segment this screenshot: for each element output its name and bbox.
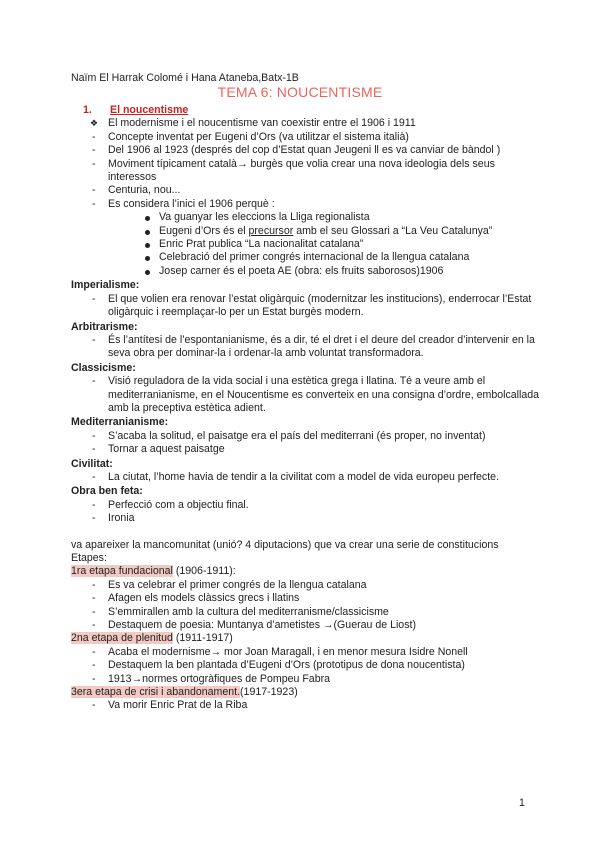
diamond-bullet-icon: ❖ — [90, 118, 99, 129]
list-item: - Va morir Enric Prat de la Riba — [71, 699, 541, 712]
concept-heading: Classicisme: — [71, 361, 136, 374]
list-item: - Concepte inventat per Eugeni d’Ors (va utilitzar el sistema italià) — [71, 131, 541, 144]
star-item: ❖ El modernisme i el noucentisme van coexistir entre el 1906 i 1911 — [90, 117, 416, 130]
etapa-heading: 2na etapa de plenitud (1911-1917) — [71, 632, 233, 645]
concept-heading: Obra ben feta: — [71, 485, 143, 498]
highlighted-etapa: 2na etapa de plenitud — [71, 632, 173, 645]
list-item: - S’emmirallen amb la cultura del mediterranisme/classicisme — [71, 606, 541, 619]
highlighted-etapa: 3era etapa de crisi i abandonament. — [71, 686, 241, 699]
bullet-item: Celebració del primer congrés internacional de la llengua catalana — [71, 251, 541, 264]
bullet-item: Va guanyar les eleccions la Lliga regionalista — [71, 211, 541, 224]
concept-text: - És l’antítesi de l’espontanianisme, és a dir, té el dret i el deure del creador d’intervenir en la seva obra per dominar-la i ordenar-la amb voluntat transformadora. — [71, 334, 541, 361]
concept-text: - La ciutat, l’home havia de tendir a la civilitat com a model de vida europeu perfecte. — [71, 471, 541, 484]
etapes-label: Etapes: — [71, 552, 107, 564]
underlined-word: precursor — [248, 224, 294, 237]
concept-heading: Civilitat: — [71, 457, 113, 470]
document-title: TEMA 6: NOUCENTISME — [217, 84, 383, 100]
bullet-item: Josep carner és el poeta AE (obra: els fruits saborosos)1906 — [71, 265, 541, 278]
etapa-heading: 3era etapa de crisi i abandonament.(1917-1923) — [71, 686, 298, 699]
concept-heading: Mediterranianisme: — [71, 416, 169, 429]
page-number: 1 — [519, 797, 525, 809]
list-item: - Afagen els models clàssics grecs i llatins — [71, 592, 541, 605]
list-item: - Destaquem la ben plantada d’Eugeni d’Ors (prototipus de dona noucentista) — [71, 659, 541, 672]
highlighted-etapa: 1ra etapa fundacional — [71, 565, 173, 578]
list-item: - Del 1906 al 1923 (després del cop d’Estat quan Jeugeni ll es va canviar de bàndol ) — [71, 144, 541, 157]
list-item: - Perfecció com a objectiu final. — [71, 499, 541, 512]
etapa-heading: 1ra etapa fundacional (1906-1911): — [71, 565, 236, 578]
concept-heading: Arbitrarisme: — [71, 320, 138, 333]
section-heading — [71, 104, 541, 117]
list-item: - Tornar a aquest paisatge — [71, 443, 541, 456]
concept-heading: Imperialisme: — [71, 279, 140, 292]
author-line: Naïm El Harrak Colomé i Hana Ataneba,Batx-1B — [71, 72, 299, 84]
list-item: - Acaba el modernisme→ mor Joan Maragall, i en menor mesura Isidre Nonell — [71, 646, 541, 659]
list-item: - Moviment típicament català→ burgès que volia crear una nova ideologia dels seus interessos — [71, 158, 541, 185]
concept-text: - El que volien era renovar l’estat oligàrquic (modernitzar les institucions), enderrocar l’Estat oligàrquic i reemplaçar-lo per un Estat burgès modern. — [71, 293, 541, 320]
list-item: - Ironia — [71, 512, 541, 525]
bullet-item: Enric Prat publica “La nacionalitat catalana” — [71, 238, 541, 251]
bullet-item: Eugeni d’Ors és el precursor amb el seu Glossari a “La Veu Catalunya” — [71, 225, 541, 238]
list-item: - Destaquem de poesia: Muntanya d’ametistes →(Guerau de Liost) — [71, 619, 541, 632]
list-item: - Es va celebrar el primer congrés de la llengua catalana — [71, 579, 541, 592]
list-item: - S’acaba la solitud, el paisatge era el país del mediterrani (és proper, no inventat) — [71, 430, 541, 443]
list-item: - Es considera l’inici el 1906 perquè : — [71, 198, 541, 211]
list-item: - Centuria, nou... — [71, 184, 541, 197]
concept-text: - Visió reguladora de la vida social i una estètica grega i llatina. Té a veure amb el mediterranianisme, en el Noucentisme es converteix en una consigna d’ordre, embolcallada amb la preceptiva estètica adient. — [71, 375, 541, 415]
document-body — [71, 104, 541, 713]
section-title: El noucentisme — [110, 104, 189, 116]
section-number: 1. — [83, 104, 92, 116]
mancomunitat-text: va apareixer la mancomunitat (unió? 4 diputacions) que va crear una serie de constitucions — [71, 538, 499, 551]
list-item: - 1913→normes ortogràfiques de Pompeu Fabra — [71, 673, 541, 686]
